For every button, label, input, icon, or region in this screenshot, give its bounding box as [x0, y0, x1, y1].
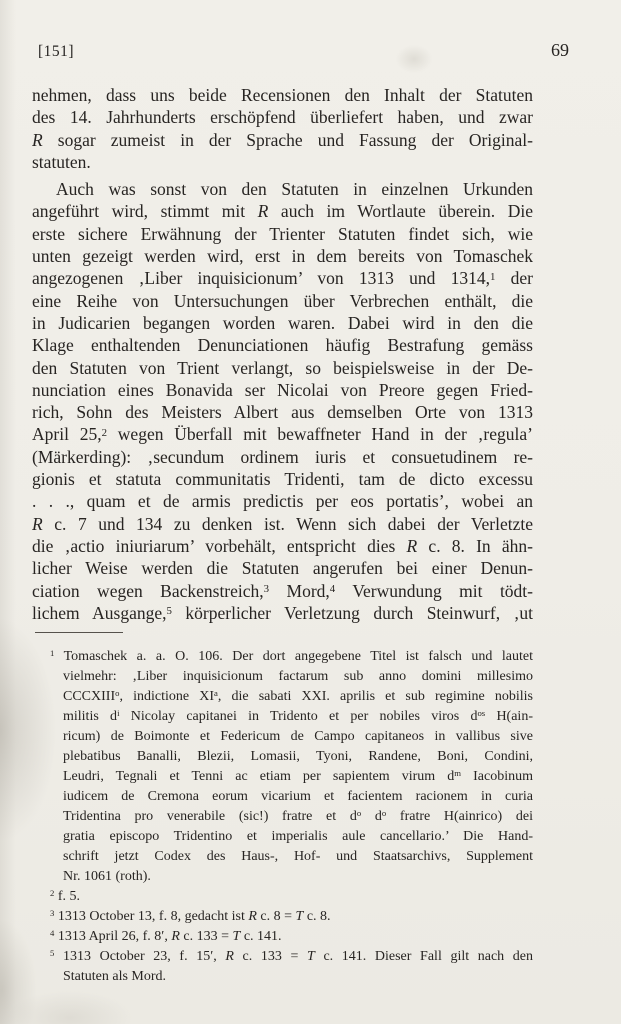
text-line: lichem Ausgange,$^5$ körperlicher Verletzung durch Steinwurf, ‚ut: [32, 602, 533, 623]
text-line: den Statuten von Trient verlangt, so beispielsweise in der De-: [32, 357, 533, 378]
footnote: [32, 887, 533, 907]
footnote: [32, 927, 533, 947]
footnote-separator: [35, 632, 123, 633]
main-text-block: [32, 84, 533, 624]
paragraph: [32, 178, 533, 624]
text-line: in Judicarien begangen worden waren. Dabei wird in den die: [32, 312, 533, 333]
footnote: [32, 647, 533, 887]
footnote-line: Leudri, Tegnali et Tenni ac etiam per sapientem virum $d^m$ Iacobinum: [63, 768, 533, 784]
text-line: angeführt wird, stimmt mit R auch im Wortlaute überein. Die: [32, 201, 533, 222]
text-line: . . ., quam et de armis predictis per eos portatis’, wobei an: [32, 491, 533, 512]
text-line: rich, Sohn des Meisters Albert aus demselben Orte von 1313: [32, 402, 533, 423]
page-header: [38, 40, 569, 61]
text-line: unten gezeigt werden wird, erst in dem bereits von Tomaschek: [32, 246, 533, 267]
footnote-line: ricum) de Boimonte et Federicum de Campo capitaneos in vallibus sive: [63, 729, 533, 744]
footnote-line: iudicem de Cremona eorum vicarium et facientem racionem in curia: [63, 789, 533, 804]
text-line: April 25,$^2$ wegen Überfall mit bewaffneter Hand in der ‚regula’: [32, 424, 533, 445]
text-line: angezogenen ‚Liber inquisicionum’ von 1313 und 1314,$^1$ der: [32, 268, 533, 289]
paragraph: [32, 84, 533, 173]
footnotes-block: [32, 647, 533, 987]
text-line: Auch was sonst von den Statuten in einzelnen Urkunden: [56, 179, 533, 200]
footnote-line: CCCXIII$^o$, indictione $XI^a$, die sabati XXI. aprilis et sub regimine nobilis: [63, 688, 533, 704]
footnote-line: militis $d^i$ Nicolay capitanei in Tridento et per nobiles viros $d^{os}$ H(ain-: [63, 708, 533, 724]
series-page-number: [151]: [38, 43, 75, 60]
text-line: die ‚actio iniuriarum’ vorbehält, entspricht dies R c. 8. In ähn-: [32, 535, 533, 556]
footnote-line: $^5$ 1313 October 23, f. 15′, R c. 133 = T c. 141. Dieser Fall gilt nach den: [50, 948, 533, 964]
footnote-line: Tridentina pro venerabile (sic!) fratre et $d^o$ $d^o$ fratre H(ainrico) dei: [63, 808, 533, 824]
text-line: gionis et statuta communitatis Tridenti, tam de dicto excessu: [32, 469, 533, 490]
footnote: [32, 947, 533, 987]
footnote-line: $^3$ 1313 October 13, f. 8, gedacht ist R c. 8 = T c. 8.: [50, 908, 331, 924]
footnote-line: $^4$ 1313 April 26, f. 8′, R c. 133 = T c. 141.: [50, 928, 282, 944]
text-line: des 14. Jahrhunderts erschöpfend überliefert haben, und zwar: [32, 107, 533, 128]
footnote-line: schrift jetzt Codex des Haus-, Hof- und Staatsarchivs, Supplement: [63, 849, 533, 864]
text-line: eine Reihe von Untersuchungen über Verbrechen enthält, die: [32, 290, 533, 311]
text-line: ciation wegen Backenstreich,$^3$ Mord,$^4$ Verwundung mit tödt-: [32, 580, 533, 601]
footnote-line: gratia episcopo Tridentino et imperialis aule cancellario.’ Die Hand-: [63, 829, 533, 844]
text-line: nehmen, dass uns beide Recensionen den Inhalt der Statuten: [32, 85, 533, 105]
footnote-line: Statuten als Mord.: [63, 969, 167, 984]
footnote-line: Nr. 1061 (roth).: [63, 869, 151, 884]
footnote-line: $^1$ Tomaschek a. a. O. 106. Der dort angegebene Titel ist falsch und lautet: [50, 648, 533, 664]
text-line: licher Weise werden die Statuten angerufen bei einer Denun-: [32, 558, 533, 579]
footnote-line: plebatibus Banalli, Blezii, Lomasii, Tyoni, Randene, Boni, Condini,: [63, 749, 533, 764]
text-line: statuten.: [32, 151, 91, 172]
text-line: nunciation eines Bonavida ser Nicolai von Preore gegen Fried-: [32, 379, 533, 400]
footnote-line: $^2$ f. 5.: [50, 888, 81, 904]
footnote-line: vielmehr: ‚Liber inquisicionum factarum sub anno domini millesimo: [63, 669, 533, 684]
page-number: 69: [551, 40, 569, 60]
footnote: [32, 907, 533, 927]
text-line: erste sichere Erwähnung der Trienter Statuten findet sich, wie: [32, 223, 533, 244]
text-line: R sogar zumeist in der Sprache und Fassung der Original-: [32, 129, 533, 150]
text-line: R c. 7 und 134 zu denken ist. Wenn sich dabei der Verletzte: [32, 513, 533, 534]
text-line: Klage enthaltenden Denunciationen häufig Bestrafung gemäss: [32, 335, 533, 356]
text-line: (Märkerding): ‚secundum ordinem iuris et consuetudinem re-: [32, 446, 533, 467]
